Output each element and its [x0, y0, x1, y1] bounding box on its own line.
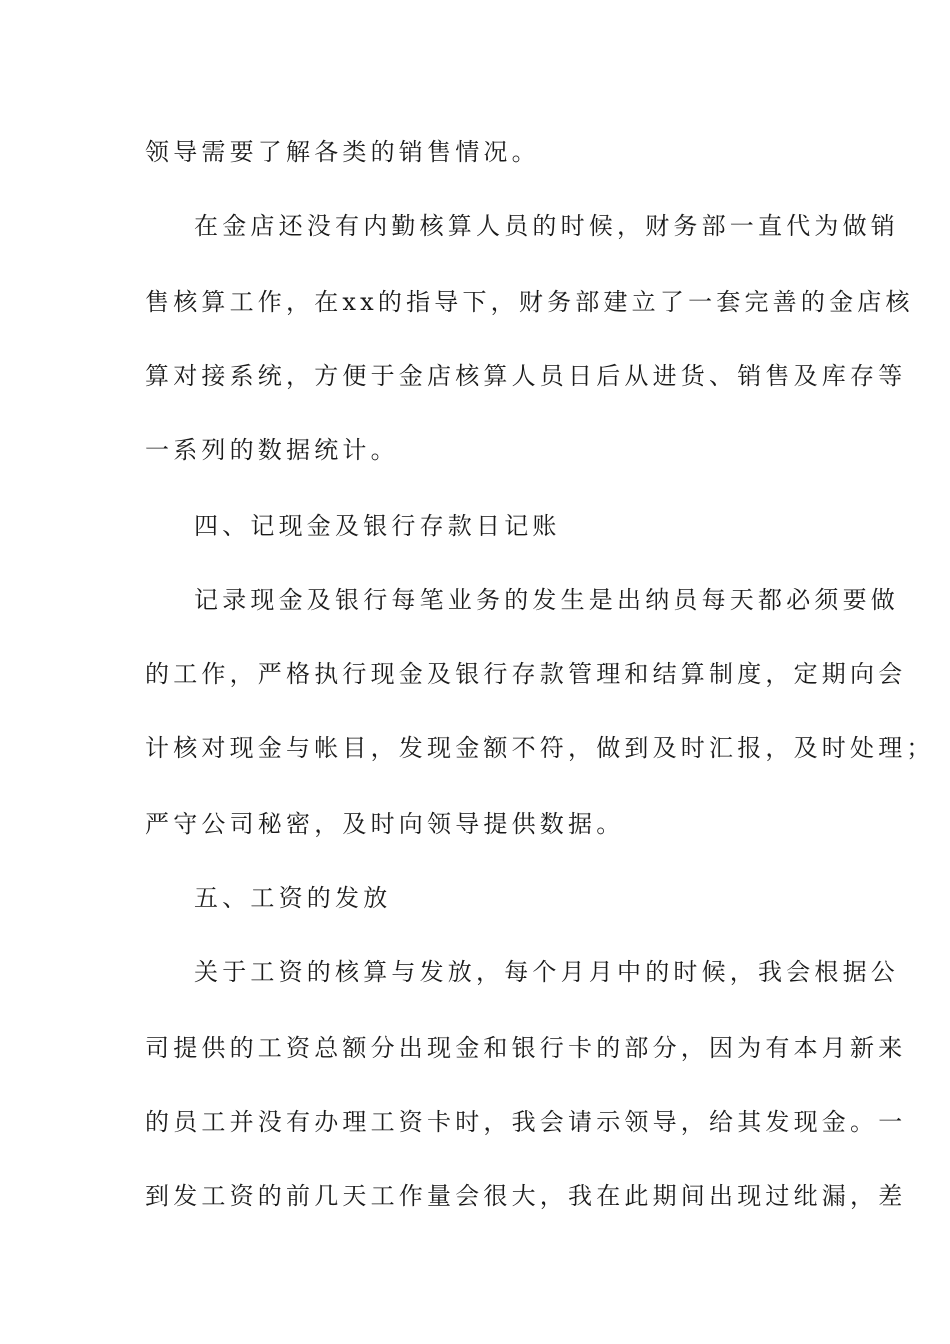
text-line: 售核算工作，在xx的指导下，财务部建立了一套完善的金店核: [145, 288, 914, 316]
text-line: 计核对现金与帐目，发现金额不符，做到及时汇报，及时处理；: [145, 734, 935, 762]
text-line: 记录现金及银行每笔业务的发生是出纳员每天都必须要做: [194, 586, 899, 614]
text-line: 在金店还没有内勤核算人员的时候，财务部一直代为做销: [194, 212, 899, 240]
text-line: 关于工资的核算与发放，每个月月中的时候，我会根据公: [194, 958, 899, 986]
text-line: 一系列的数据统计。: [145, 436, 399, 464]
text-line: 司提供的工资总额分出现金和银行卡的部分，因为有本月新来: [145, 1034, 907, 1062]
section-heading: 五、工资的发放: [194, 884, 392, 912]
section-heading: 四、记现金及银行存款日记账: [194, 512, 561, 540]
text-line: 严守公司秘密，及时向领导提供数据。: [145, 810, 625, 838]
text-line: 领导需要了解各类的销售情况。: [145, 138, 540, 166]
text-line: 算对接系统，方便于金店核算人员日后从进货、销售及库存等: [145, 362, 907, 390]
text-line: 的工作，严格执行现金及银行存款管理和结算制度，定期向会: [145, 660, 907, 688]
text-line: 到发工资的前几天工作量会很大，我在此期间出现过纰漏，差: [145, 1182, 907, 1210]
text-line: 的员工并没有办理工资卡时，我会请示领导，给其发现金。一: [145, 1108, 907, 1136]
